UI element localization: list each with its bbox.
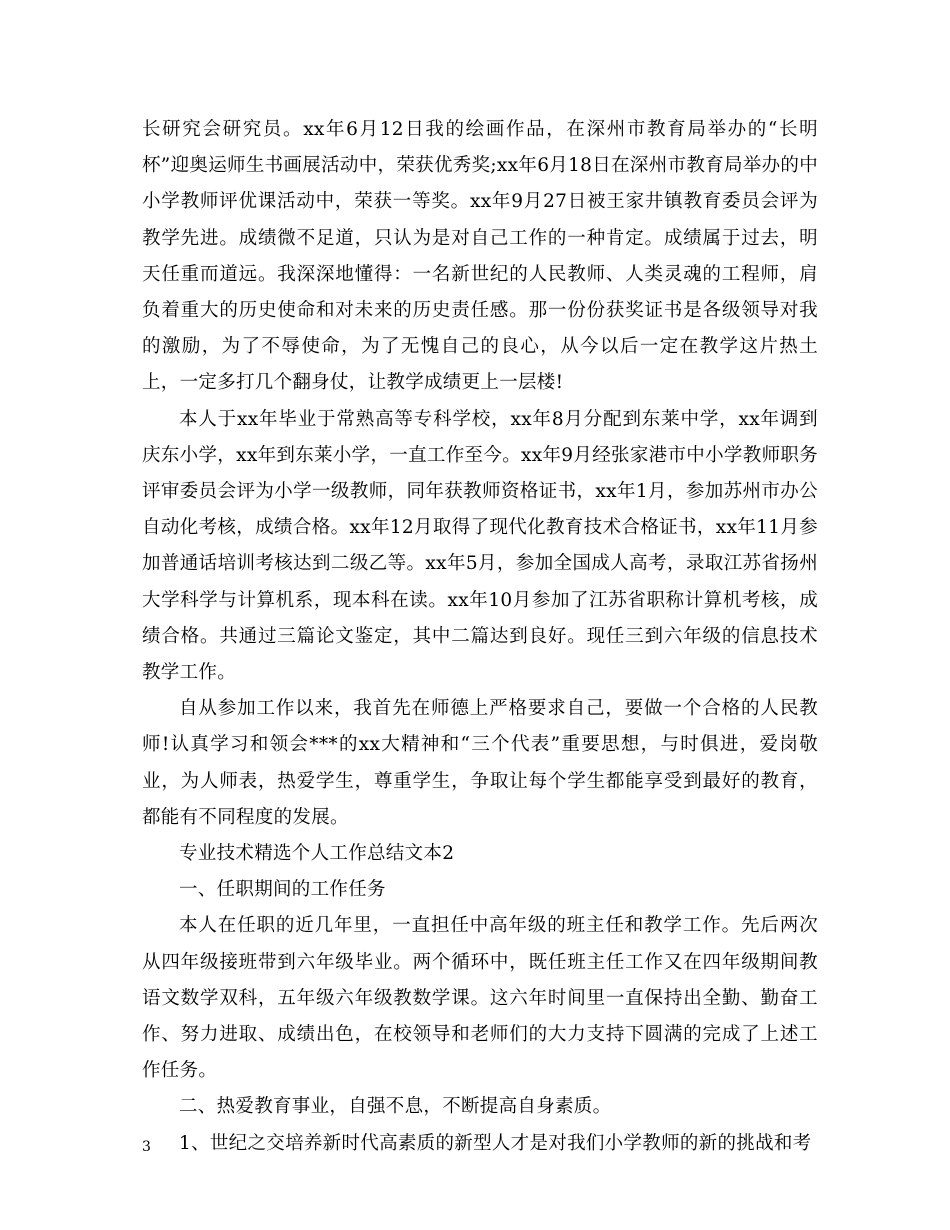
paragraph-education-history: 本人于xx年毕业于常熟高等专科学校，xx年8月分配到东莱中学，xx年调到庆东小学，xx年到东莱小学，一直工作至今。xx年9月经张家港市中小学教师职务评审委员会评为小学一级教师，同年获教师资格证书，xx年1月，参加苏州市办公自动化考核，成绩合格。xx年12月取得了现代化教育技术合格证书，xx年11月参加普通话培训考核达到二级乙等。xx年5月，参加全国成人高考，录取江苏省扬州大学科学与计算机系，现本科在读。xx年10月参加了江苏省职称计算机考核，成绩合格。共通过三篇论文鉴定，其中二篇达到良好。现任三到六年级的信息技术教学工作。 bbox=[142, 408, 818, 684]
page-number: 3 bbox=[142, 1139, 151, 1155]
paragraph-awards-continuation: 长研究会研究员。xx年6月12日我的绘画作品，在深州市教育局举办的“长明杯”迎奥运师生书画展活动中，荣获优秀奖;xx年6月18日在深州市教育局举办的中小学教师评优课活动中，荣获一等奖。xx年9月27日被王家井镇教育委员会评为教学先进。成绩微不足道，只认为是对自己工作的一种肯定。成绩属于过去，明天任重而道远。我深深地懂得：一名新世纪的人民教师、人类灵魂的工程师，肩负着重大的历史使命和对未来的历史责任感。那一份份获奖证书是各级领导对我的激励，为了不辱使命，为了无愧自己的良心，从今以后一定在教学这片热土上，一定多打几个翻身仗，让教学成绩更上一层楼! bbox=[142, 119, 818, 394]
heading-self-improvement: 二、热爱教育事业，自强不息，不断提高自身素质。 bbox=[179, 1096, 612, 1118]
section-title: 专业技术精选个人工作总结文本2 bbox=[179, 843, 455, 865]
document-body bbox=[142, 112, 818, 1162]
paragraph-teacher-ethics: 自从参加工作以来，我首先在师德上严格要求自己，要做一个合格的人民教师!认真学习和领会***的xx大精神和“三个代表”重要思想，与时俱进，爱岗敬业，为人师表，热爱学生，尊重学生，争取让每个学生都能享受到最好的教育，都能有不同程度的发展。 bbox=[142, 698, 818, 828]
paragraph-work-tasks: 本人在任职的近几年里，一直担任中高年级的班主任和教学工作。先后两次从四年级接班带到六年级毕业。两个循环中，既任班主任工作又在四年级期间教语文数学双科，五年级六年级教数学课。这六年时间里一直保持出全勤、勤奋工作、努力进取、成绩出色，在校领导和老师们的大力支持下圆满的完成了上述工作任务。 bbox=[142, 915, 818, 1082]
paragraph-new-challenge: 1、世纪之交培养新时代高素质的新型人才是对我们小学教师的新的挑战和考 bbox=[179, 1132, 812, 1154]
heading-work-tasks: 一、任职期间的工作任务 bbox=[179, 879, 386, 901]
